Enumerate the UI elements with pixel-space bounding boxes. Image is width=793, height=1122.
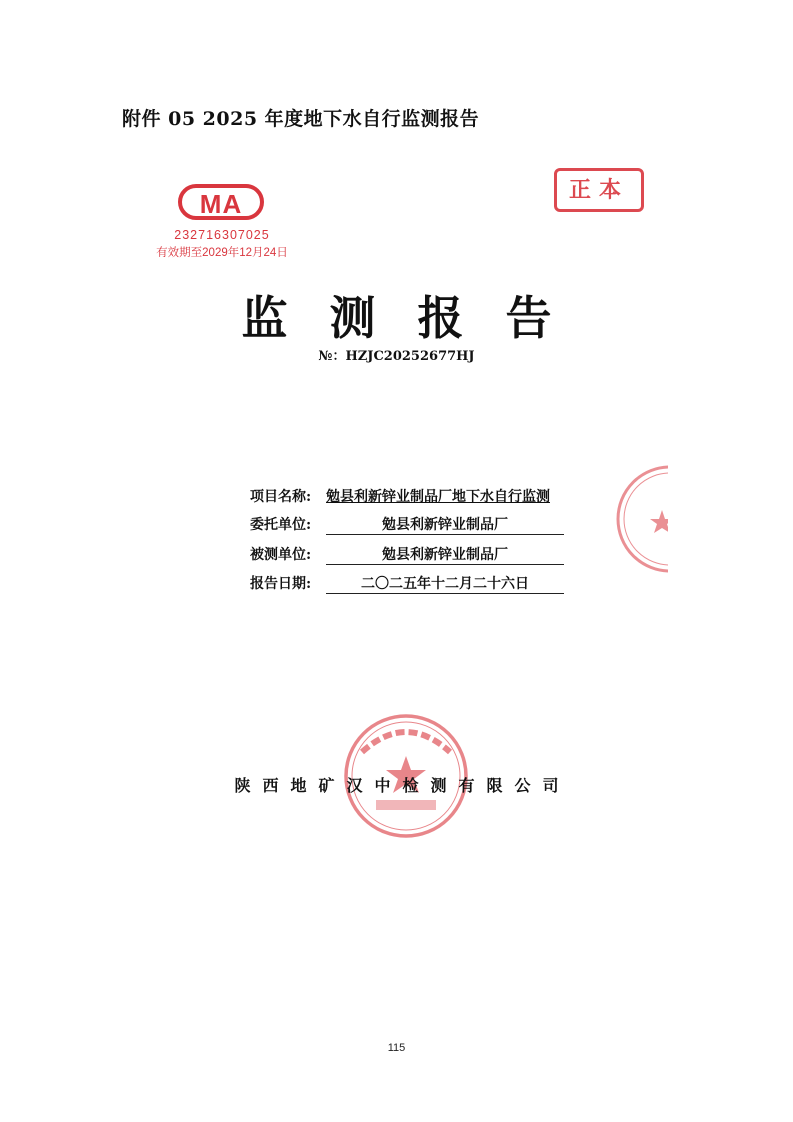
client-label: 委托单位:	[250, 517, 312, 533]
client-value: 勉县利新锌业制品厂	[326, 514, 564, 535]
document-header-title: 附件 05 2025 年度地下水自行监测报告	[122, 108, 480, 130]
info-row-client	[250, 514, 580, 536]
report-date-value: 二〇二五年十二月二十六日	[326, 573, 564, 594]
report-number: №：HZJC20252677HJ	[318, 349, 475, 364]
company-name: 陕西地矿汉中检测有限公司	[234, 776, 571, 795]
info-row-date	[250, 573, 580, 595]
info-row-tested	[250, 544, 580, 566]
info-row-project	[250, 486, 580, 508]
tested-unit-value: 勉县利新锌业制品厂	[326, 544, 564, 565]
side-seal	[612, 462, 668, 576]
cma-seal-code: 232716307025	[174, 228, 270, 242]
project-name-label: 项目名称:	[250, 489, 312, 505]
original-copy-stamp: 正本	[554, 168, 644, 212]
cma-seal-frame	[178, 184, 264, 220]
report-title: 监测报告	[241, 291, 594, 345]
cma-seal-validity: 有效期至2029年12月24日	[156, 247, 288, 259]
page-number: 115	[387, 1042, 406, 1054]
cma-seal	[152, 180, 292, 264]
project-name-value: 勉县利新锌业制品厂地下水自行监测	[326, 489, 550, 505]
cma-seal-text: MA	[199, 189, 243, 219]
tested-unit-label: 被测单位:	[250, 547, 312, 563]
report-date-label: 报告日期:	[250, 576, 312, 592]
